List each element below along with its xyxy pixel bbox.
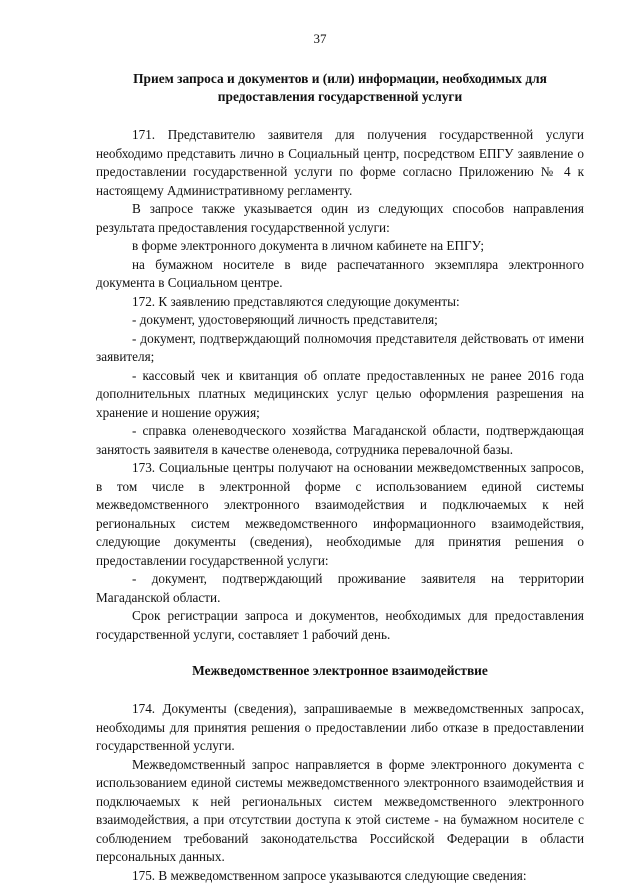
paragraph-173: 173. Социальные центры получают на основании межведомственных запросов, в том числе в электронной форме с использованием единой системы межведомственного электронного взаимодействия и подключаемых к ней региональных систем межведомственного информационного взаимодействия, следующие документы (сведения), необходимые для принятия решения о предоставлении государственной услуги:: [96, 459, 584, 570]
list-item-identity-document: - документ, удостоверяющий личность представителя;: [96, 311, 584, 330]
paragraph-171: 171. Представителю заявителя для получения государственной услуги необходимо представить лично в Социальный центр, посредством ЕПГУ заявление о предоставлении государственной услуги по форме согласно Приложению № 4 к настоящему Административному регламенту.: [96, 126, 584, 200]
paragraph-174: 174. Документы (сведения), запрашиваемые в межведомственных запросах, необходимы для принятия решения о предоставлении либо отказе в предоставлении государственной услуги.: [96, 700, 584, 756]
paragraph-delivery-methods: В запросе также указывается один из следующих способов направления результата предоставления государственной услуги:: [96, 200, 584, 237]
paragraph-interagency-request: Межведомственный запрос направляется в форме электронного документа с использованием единой системы межведомственного электронного взаимодействия и подключаемых к ней региональных систем межведомственного электронного взаимодействия, а при отсутствии доступа к этой системе - на бумажном носителе с соблюдением требований законодательства Российской Федерации в области персональных данных.: [96, 756, 584, 867]
list-item-receipt: - кассовый чек и квитанция об оплате предоставленных не ранее 2016 года дополнительных платных медицинских услуг целью оформления разрешения на хранение и ношение оружия;: [96, 367, 584, 423]
paragraph-electronic-form: в форме электронного документа в личном кабинете на ЕПГУ;: [96, 237, 584, 256]
page-number: 37: [0, 31, 640, 47]
list-item-authority-document: - документ, подтверждающий полномочия представителя действовать от имени заявителя;: [96, 330, 584, 367]
paragraph-paper-form: на бумажном носителе в виде распечатанного экземпляра электронного документа в Социальном центре.: [96, 256, 584, 293]
paragraph-registration-term: Срок регистрации запроса и документов, необходимых для предоставления государственной услуги, составляет 1 рабочий день.: [96, 607, 584, 644]
section-heading-interagency: Межведомственное электронное взаимодействие: [96, 662, 584, 680]
list-item-residence-document: - документ, подтверждающий проживание заявителя на территории Магаданской области.: [96, 570, 584, 607]
list-item-reindeer-certificate: - справка оленеводческого хозяйства Магаданской области, подтверждающая занятость заявителя в качестве оленевода, сотрудника перевалочной базы.: [96, 422, 584, 459]
paragraph-172: 172. К заявлению представляются следующие документы:: [96, 293, 584, 312]
section-heading-request-acceptance: Прием запроса и документов и (или) информации, необходимых для предоставления государственной услуги: [96, 70, 584, 106]
paragraph-175: 175. В межведомственном запросе указываются следующие сведения:: [96, 867, 584, 885]
page-content: [96, 70, 584, 885]
